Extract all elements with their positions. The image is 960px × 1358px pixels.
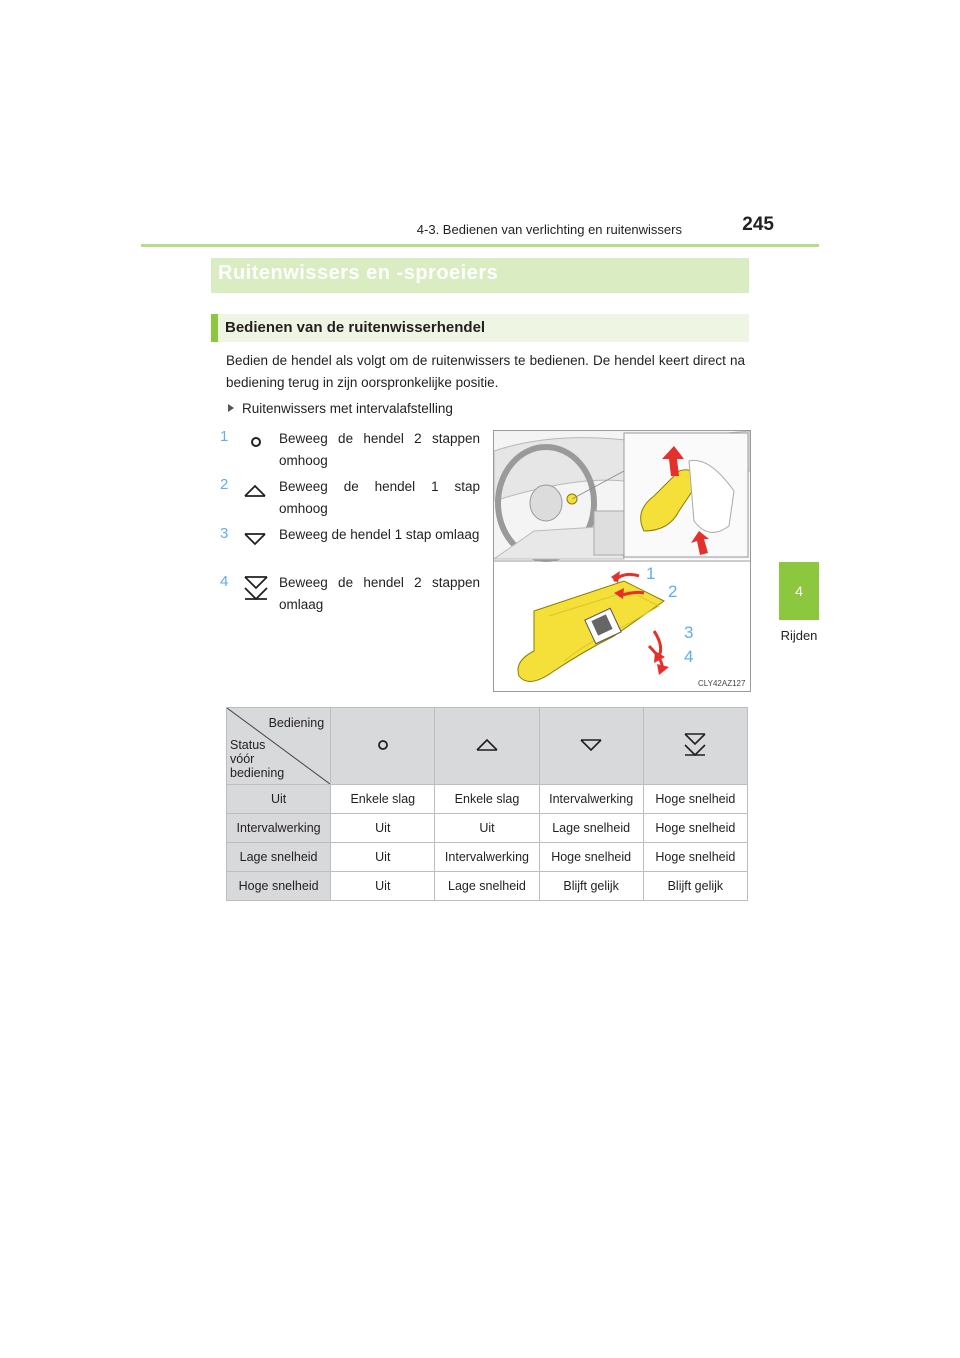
step-text-4: Beweeg de hendel 2 stappen omlaag [279,575,480,612]
step-text-2: Beweeg de hendel 1 stap omhoog [279,479,480,516]
header-divider [141,244,819,247]
step-number-1: 1 [220,428,229,445]
table-cell: Uit [331,843,435,872]
table-cell: Enkele slag [435,785,539,814]
subsection-title: Bedienen van de ruitenwisserhendel [225,319,486,336]
subsection-accent [211,314,218,342]
chevron-up-icon [475,738,499,752]
double-chevron-down-icon [243,574,269,602]
table-row [227,785,748,814]
col-header-circle [331,708,435,785]
col-header-chevron-up [435,708,539,785]
bullet-text: Ruitenwissers met intervalafstelling [242,401,453,416]
illustration-code: CLY42AZ127 [698,679,746,688]
circle-icon [244,432,268,456]
table-cell: Uit [331,872,435,901]
callout-1: 1 [646,564,656,583]
intro-paragraph: Bedien de hendel als volgt om de ruitenwissers te bedienen. De hendel keert direct na bediening terug in zijn oorspronkelijke positie. [226,353,745,390]
row-status: Hoge snelheid [227,872,331,901]
table-cell: Lage snelheid [435,872,539,901]
table-cell: Intervalwerking [539,785,643,814]
wiper-lever-illustration [493,430,751,692]
operation-table [226,707,748,901]
col-header-double-chevron-down [643,708,747,785]
callout-4: 4 [684,647,694,666]
chevron-up-icon [243,480,267,504]
table-cell: Hoge snelheid [643,814,747,843]
table-cell: Lage snelheid [539,814,643,843]
triangle-bullet-icon [228,404,234,412]
table-row [227,814,748,843]
circle-icon [376,738,390,752]
page-number: 245 [742,214,774,235]
step-number-3: 3 [220,525,229,542]
table-cell: Enkele slag [331,785,435,814]
chapter-label: Rijden [780,628,818,643]
table-cell: Intervalwerking [435,843,539,872]
table-cell: Hoge snelheid [643,843,747,872]
table-cell: Uit [435,814,539,843]
double-chevron-down-icon [683,732,707,758]
step-text-1: Beweeg de hendel 2 stappen omhoog [279,431,480,468]
chevron-down-icon [579,738,603,752]
header-section-title: 4-3. Bedienen van verlichting en ruitenwissers [416,222,682,237]
section-title: Ruitenwissers en -sproeiers [218,262,499,284]
table-corner-header [227,708,331,785]
chevron-down-icon [243,528,267,552]
table-row [227,843,748,872]
table-row [227,872,748,901]
row-status: Uit [227,785,331,814]
callout-2: 2 [668,582,678,601]
corner-label-operation: Bediening [268,716,325,730]
bullet-item [228,401,453,416]
step-number-4: 4 [220,573,229,590]
table-cell: Blijft gelijk [539,872,643,901]
col-header-chevron-down [539,708,643,785]
step-text-3: Beweeg de hendel 1 stap omlaag [279,527,480,542]
callout-3: 3 [684,623,694,642]
table-cell: Blijft gelijk [643,872,747,901]
corner-label-status: Status vóór bediening [230,738,285,780]
chapter-tab: 4 [779,562,819,620]
row-status: Lage snelheid [227,843,331,872]
table-cell: Hoge snelheid [539,843,643,872]
table-cell: Hoge snelheid [643,785,747,814]
row-status: Intervalwerking [227,814,331,843]
step-number-2: 2 [220,476,229,493]
table-cell: Uit [331,814,435,843]
